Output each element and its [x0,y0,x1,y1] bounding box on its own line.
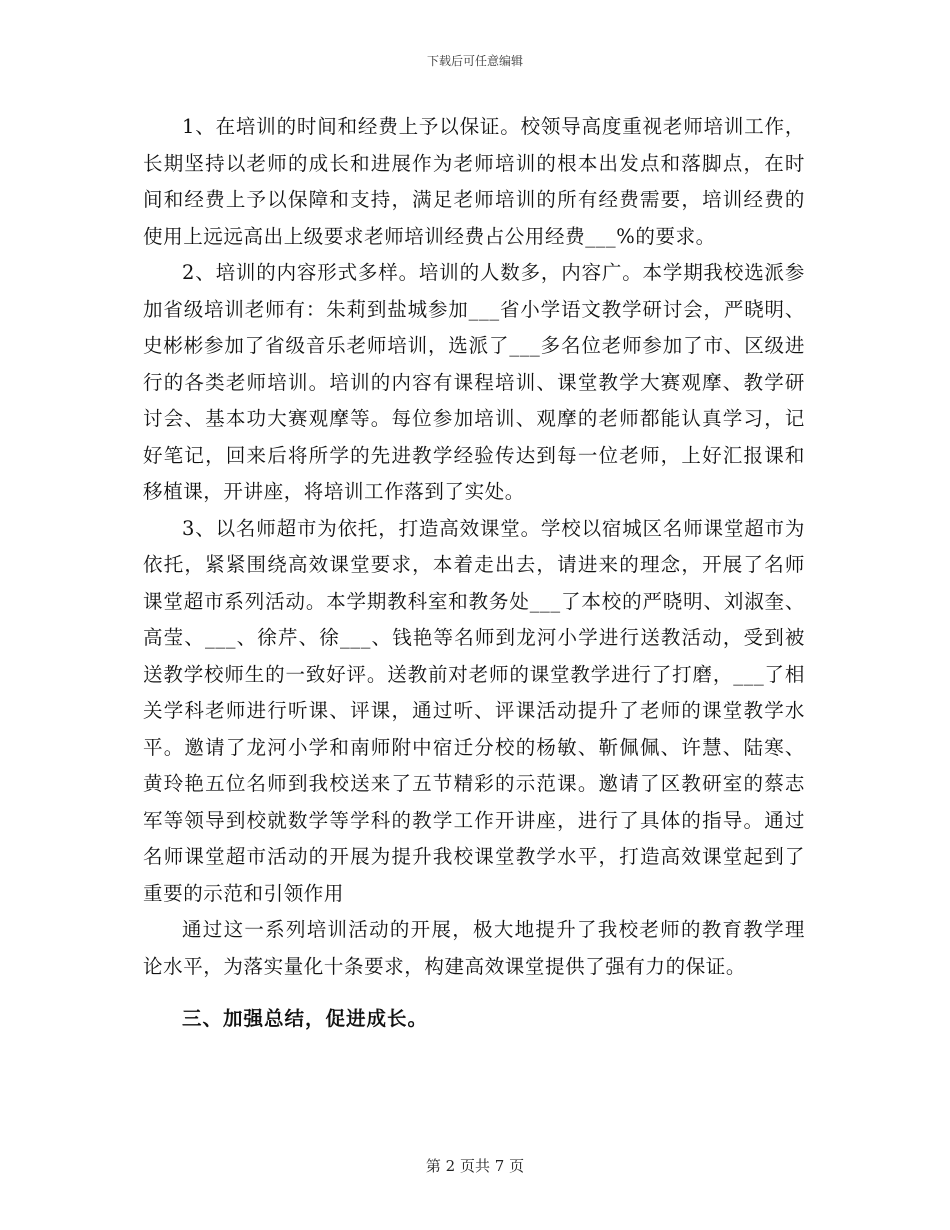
paragraph-2: 2、培训的内容形式多样。培训的人数多，内容广。本学期我校选派参加省级培训老师有：朱莉到盐城参加___省小学语文教学研讨会，严晓明、史彬彬参加了省级音乐老师培训，选派了___多名位老师参加了市、区级进行的各类老师培训。培训的内容有课程培训、课堂教学大赛观摩、教学研讨会、基本功大赛观摩等。每位参加培训、观摩的老师都能认真学习，记好笔记，回来后将所学的先进教学经验传达到每一位老师，上好汇报课和移植课，开讲座，将培训工作落到了实处。 [143,261,805,503]
section-heading: 三、加强总结，促进成长。 [182,1007,429,1030]
document-body [143,109,805,1038]
page-header: 下载后可任意编辑 [426,54,523,68]
page-number: 第 2 页共 7 页 [425,1157,525,1175]
paragraph-3: 3、以名师超市为依托，打造高效课堂。学校以宿城区名师课堂超市为依托，紧紧围绕高效课堂要求，本着走出去，请进来的理念，开展了名师课堂超市系列活动。本学期教科室和教务处___了本校的严晓明、刘淑奎、高莹、___、徐芹、徐___、钱艳等名师到龙河小学进行送教活动，受到被送教学校师生的一致好评。送教前对老师的课堂教学进行了打磨，___了相关学科老师进行听课、评课，通过听、评课活动提升了老师的课堂教学水平。邀请了龙河小学和南师附中宿迁分校的杨敏、靳佩佩、许慧、陆寒、黄玲艳五位名师到我校送来了五节精彩的示范课。邀请了区教研室的蔡志军等领导到校就数学等学科的教学工作开讲座，进行了具体的指导。通过名师课堂超市活动的开展为提升我校课堂教学水平，打造高效课堂起到了重要的示范和引领作用 [143,516,805,905]
paragraph-4: 通过这一系列培训活动的开展，极大地提升了我校老师的教育教学理论水平，为落实量化十条要求，构建高效课堂提供了强有力的保证。 [143,918,805,978]
paragraph-1: 1、在培训的时间和经费上予以保证。校领导高度重视老师培训工作，长期坚持以老师的成长和进展作为老师培训的根本出发点和落脚点，在时间和经费上予以保障和支持，满足老师培训的所有经费需要，培训经费的使用上远远高出上级要求老师培训经费占公用经费___%的要求。 [143,115,805,248]
